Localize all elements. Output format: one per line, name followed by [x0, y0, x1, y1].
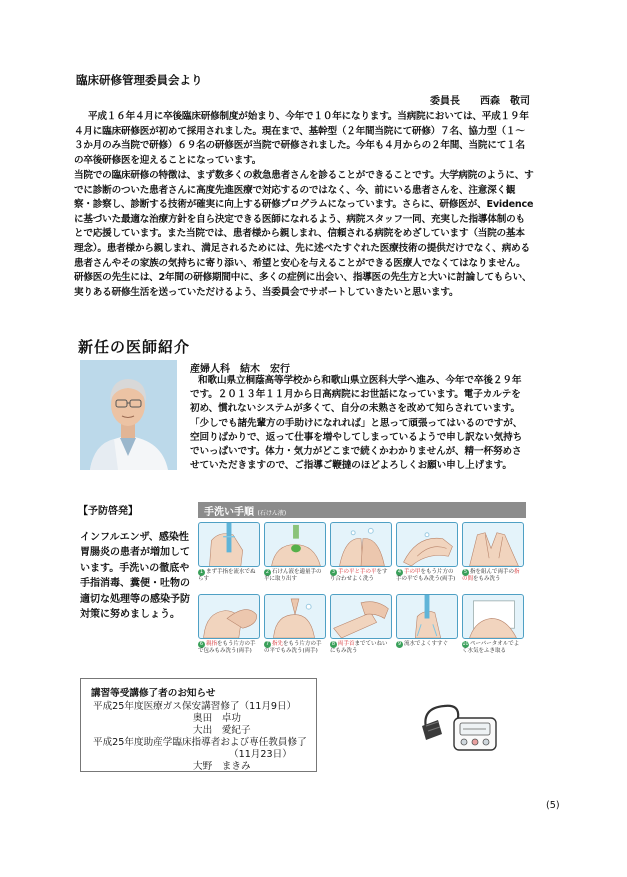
handwash-step-5 — [462, 522, 524, 583]
handwash-step-illustration — [462, 522, 524, 567]
handwash-step-caption — [264, 569, 326, 583]
handwash-step-10 — [462, 594, 524, 655]
notice-line-1: 平成25年度医療ガス保安講習修了（11月9日） — [93, 701, 297, 712]
chair-title: 委員長 — [430, 96, 460, 107]
handwash-step-illustration — [330, 522, 392, 567]
notice-line-2: 奥田 卓功 — [193, 713, 241, 724]
step-text: をもう片方の手で包みもみ洗う(両手) — [198, 641, 256, 654]
doctor-department: 産婦人科 — [190, 364, 230, 375]
notice-line-4: 平成25年度助産学臨床指導者および専任教員修了 — [93, 737, 307, 748]
handwash-step-caption — [396, 569, 458, 583]
handwash-step-illustration — [264, 594, 326, 639]
step-text: をもみ洗う — [473, 576, 501, 582]
step-number-badge: 2 — [265, 569, 270, 575]
step-highlight-text: 手の平と手の平 — [338, 569, 377, 575]
notice-line-3: 大出 愛紀子 — [193, 725, 251, 736]
notice-title: 講習等受講修了者のお知らせ — [91, 688, 216, 699]
handwash-title: 手洗い手順 — [204, 507, 254, 518]
prevention-body: インフルエンザ、感染性胃腸炎の患者が増加しています。手洗いの徹底や手指消毒、糞便・吐物の適切な処理等の感染予防対策に努めましょう。 — [80, 532, 190, 621]
step-text: 石けん液を適量手の平に取り出す — [264, 569, 322, 582]
handwash-step-illustration — [264, 522, 326, 567]
step-number-badge: 8 — [331, 641, 336, 647]
handwash-subtitle: (石けん液) — [257, 510, 287, 517]
step-text: をすり合わせよく洗う — [330, 569, 388, 582]
step-text: 流水でよくすすぐ — [404, 641, 449, 647]
handwash-step-2 — [264, 522, 326, 583]
committee-heading: 臨床研修管理委員会より — [76, 73, 203, 87]
page-number: (5) — [546, 800, 560, 811]
handwash-step-9 — [396, 594, 458, 648]
handwash-step-7 — [264, 594, 326, 655]
step-highlight-text: 親指 — [206, 641, 218, 647]
handwash-step-caption — [330, 569, 392, 583]
notice-line-5: （11月23日） — [229, 749, 292, 760]
step-number-badge: 5 — [463, 569, 468, 575]
prevention-title: 【予防啓発】 — [78, 506, 138, 517]
step-number-badge: 7 — [265, 641, 270, 647]
new-doctor-section-title: 新任の医師紹介 — [78, 338, 191, 356]
handwash-step-illustration — [330, 594, 392, 639]
step-number-badge: 1 — [199, 569, 204, 575]
handwash-step-illustration — [396, 522, 458, 567]
handwash-step-8 — [330, 594, 392, 655]
handwash-step-4 — [396, 522, 458, 583]
doctor-intro: 和歌山県立桐蔭高等学校から和歌山県立医科大学へ進み、今年で卒後２９年です。２０１３年１１月から日高病院にお世話になっています。電子カルテを初め、慣れないシステムが多くて、自分の未熟さを改めて知らされています。「少しでも諸先輩方の手助けになれれば」と思って頑張ってはいるのですが、空回りばかりで、返って仕事を増やしてしまっているようで申し訳ない気持ちでいっぱいです。体力・気力がどこまで続くかわかりませんが、精一杯努めさせていただきますので、ご指導ご鞭撻のほどよろしくお願い申し上げます。 — [190, 375, 523, 472]
step-number-badge: 4 — [397, 569, 402, 575]
handwash-step-6 — [198, 594, 260, 655]
step-number-badge: 3 — [331, 569, 336, 575]
handwash-step-caption — [198, 641, 260, 655]
step-highlight-text: 指先 — [272, 641, 284, 647]
step-number-badge: 6 — [199, 641, 204, 647]
committee-paragraph-1: 平成１６年４月に卒後臨床研修制度が始まり、今年で１０年になります。当病院においては、平成１９年４月に臨床研修医が初めて採用されました。現在まで、基幹型（２年間当院にて研修）７名、協力型（１～３か月のみ当院で研修）６９名の研修医が当院で研修されました。今年も４月からの２年間、当院にて１名の卒後研修医を迎えることになっています。 — [74, 111, 529, 166]
notice-line-6: 大野 まきみ — [193, 761, 251, 772]
step-number-badge: 9 — [397, 641, 402, 647]
chair-name: 西森 敬司 — [480, 96, 530, 107]
doctor-header — [190, 360, 290, 375]
handwash-header — [198, 502, 526, 518]
handwash-step-illustration — [198, 522, 260, 567]
handwash-step-illustration — [198, 594, 260, 639]
committee-paragraph-2: 当院での臨床研修の特徴は、まず数多くの救急患者さんを診ることができることです。大学病院のように、すでに診断のついた患者さんに高度先進医療で対応するのではなく、今、前にいる患者さんを、注意深く観察・診察し、診断する技術が確実に向上する研修プログラムになっています。さらに、研修医が、Evidenceに基づいた最適な治療方針を自ら決定できる医師になれるよう、病院スタッフ一同、充実した指導体制のもとで応援しています。また当院では、患者様から親しまれ、信頼される病院をめざしています（当院の基本理念）。患者様から親しまれ、満足されるためには、先に述べたすぐれた医療技術の提供だけでなく、病める患者さんやその家族の気持ちに寄り添い、希望と安心を与えることができる医療人でなくてはなりません。研修医の先生には、2年間の研修期間中に、多くの症例に出会い、指導医の先生方と大いに討論してもらい、実りある研修生活を送っていただけるよう、当委員会でサポートしていきたいと思います。 — [74, 170, 534, 298]
doctor-photo — [80, 360, 177, 470]
handwash-step-1 — [198, 522, 260, 583]
handwash-step-caption — [462, 641, 524, 655]
handwash-step-caption — [330, 641, 392, 655]
handwash-panel — [198, 502, 526, 668]
step-text: をもう片方の手の平でもみ洗う(両手) — [264, 641, 322, 654]
step-text: ペーパータオルでよく水気をふき取る — [462, 641, 520, 654]
handwash-step-caption — [264, 641, 326, 655]
handwash-step-illustration — [462, 594, 524, 639]
step-text: まず手指を流水でぬらす — [198, 569, 256, 582]
step-text: までていねいにもみ洗う — [330, 641, 388, 654]
handwash-step-caption — [462, 569, 524, 583]
step-highlight-text: 指の間 — [462, 569, 520, 582]
handwash-step-illustration — [396, 594, 458, 639]
handwash-step-caption — [396, 641, 458, 648]
blood-pressure-monitor-icon — [420, 700, 500, 756]
handwash-step-3 — [330, 522, 392, 583]
doctor-name: 結木 宏行 — [240, 364, 290, 375]
notice-box — [80, 678, 317, 772]
step-highlight-text: 手の甲 — [404, 569, 421, 575]
step-highlight-text: 両手首 — [338, 641, 355, 647]
step-number-badge: 10 — [462, 641, 469, 647]
chair-signature — [430, 92, 530, 107]
step-text: をもう片方の手の平でもみ洗う(両手) — [396, 569, 456, 582]
handwash-step-caption — [198, 569, 260, 583]
step-text: 指を組んで両手の — [470, 569, 515, 575]
